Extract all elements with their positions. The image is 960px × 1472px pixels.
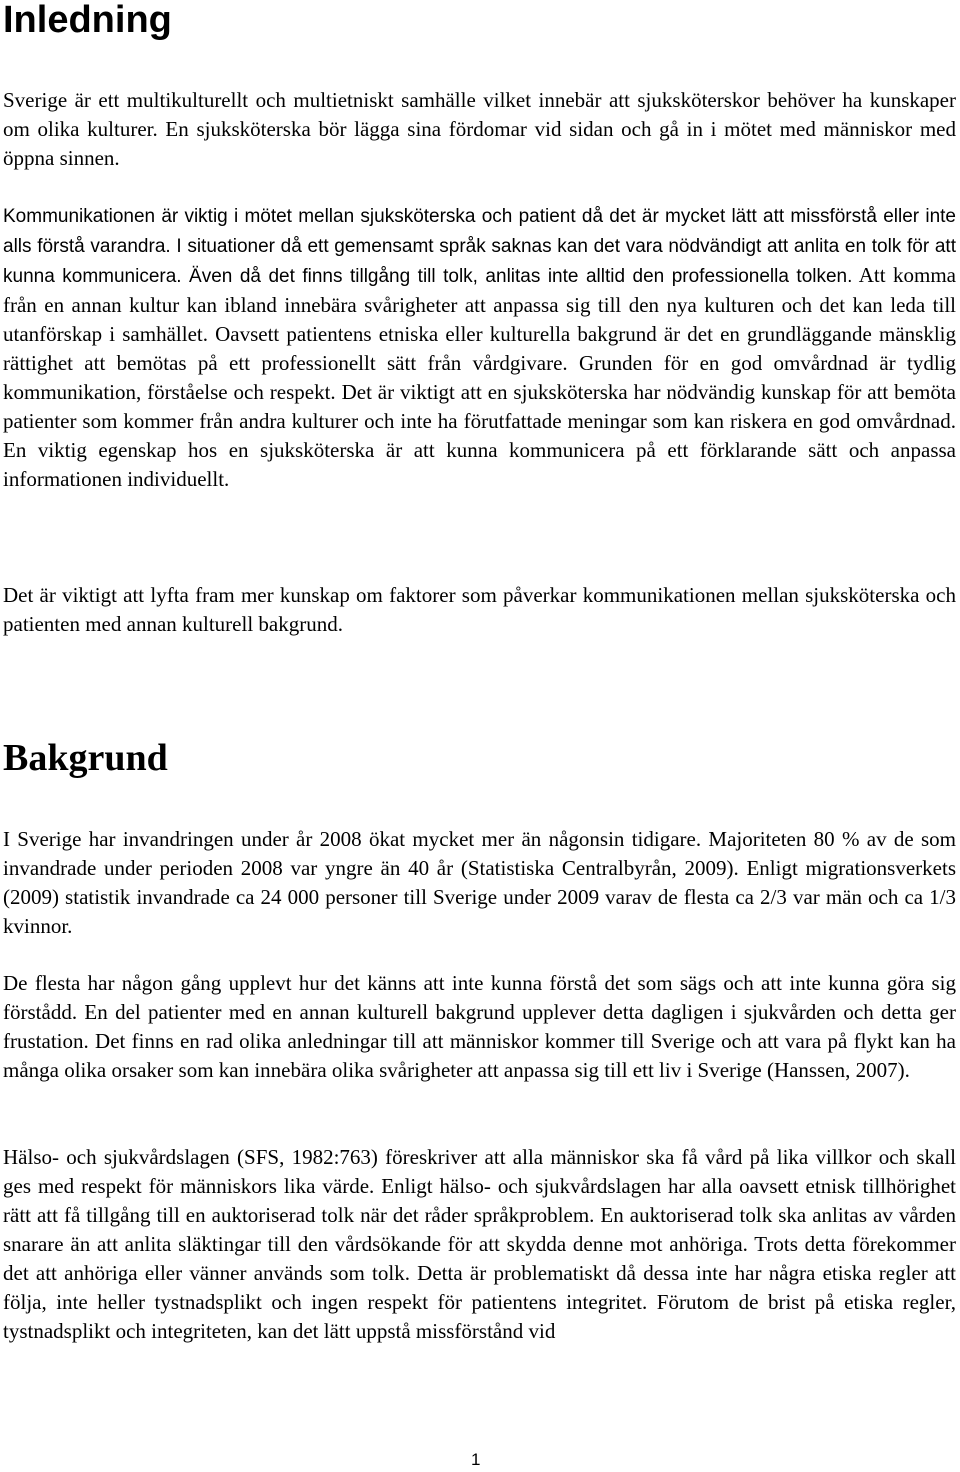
inledning-paragraph-2-serif-text: Att komma från en annan kultur kan ibland innebära svårigheter att anpassa sig till den nya kulturen och det kan leda till utanförskap i samhället. Oavsett patientens etniska eller kulturella bakgrund är det en grundläggande mänsklig rättighet att bemötas på ett professionellt sätt från vårdgivare. Grunden för en god omvårdnad är tydlig kommunikation, förståelse och respekt. Det är viktigt att en sjuksköterska har nödvändig kunskap för att bemöta patienter som kommer från andra kulturer och inte ha förutfattade meningar som kan riskera en god omvårdnad. En viktig egenskap hos en sjuksköterska är att kunna kommunicera på ett förklarande sätt och anpassa informationen individuellt.	[3, 263, 956, 491]
inledning-paragraph-1: Sverige är ett multikulturellt och multietniskt samhälle vilket innebär att sjuksköterskor behöver ha kunskaper om olika kulturer. En sjuksköterska bör lägga sina fördomar vid sidan och gå in i mötet med människor med öppna sinnen.	[3, 88, 956, 170]
bakgrund-paragraph-3: Hälso- och sjukvårdslagen (SFS, 1982:763) föreskriver att alla människor ska få vård på lika villkor och skall ges med respekt för människors lika värde. Enligt hälso- och sjukvårdslagen har alla oavsett etnisk tillhörighet rätt att få tillgång till en auktoriserad tolk när det råder språkproblem. En auktoriserad tolk ska anlitas av vården snarare än att anlita släktingar till den vårdsökande för att skydda denne mot anhöriga. Trots detta förekommer det att anhöriga eller vänner används som tolk. Detta är problematiskt då dessa inte har några etiska regler att följa, inte heller tystnadsplikt och ingen respekt för patientens integritet. Förutom de brist på etiska regler, tystnadsplikt och integriteten, kan det lätt uppstå missförstånd vid	[3, 1145, 956, 1343]
bakgrund-paragraph-2: De flesta har någon gång upplevt hur det känns att inte kunna förstå det som sägs och att inte kunna göra sig förstådd. En del patienter med en annan kulturell bakgrund upplever detta dagligen i sjukvården och detta ger frustation. Det finns en rad olika anledningar till att människor kommer till Sverige och att vara på flykt kan ha många olika orsaker som kan innebära olika svårigheter att anpassa sig till ett liv i Sverige (Hanssen, 2007).	[3, 971, 956, 1082]
section-heading-inledning: Inledning	[3, 0, 172, 41]
section-heading-bakgrund: Bakgrund	[3, 737, 168, 779]
bakgrund-paragraph-1: I Sverige har invandringen under år 2008 ökat mycket mer än någonsin tidigare. Majoriteten 80 % av de som invandrade under perioden 2008 var yngre än 40 år (Statistiska Centralbyrån, 2009). Enligt migrationsverkets (2009) statistik invandrade ca 24 000 personer till Sverige under 2009 varav de flesta ca 2/3 var män och ca 1/3 kvinnor.	[3, 827, 956, 938]
inledning-paragraph-2-sans-text: Kommunikationen är viktig i mötet mellan sjuksköterska och patient då det är mycket lätt att missförstå eller inte alls förstå varandra. I situationer då ett gemensamt språk saknas kan det vara nödvändigt att anlita en tolk för att kunna kommunicera. Även då det finns tillgång till tolk, anlitas inte alltid den professionella tolken.	[3, 206, 956, 287]
page-number: 1	[471, 1450, 481, 1469]
inledning-paragraph-3: Det är viktigt att lyfta fram mer kunskap om faktorer som påverkar kommunikationen mellan sjuksköterska och patienten med annan kulturell bakgrund.	[3, 583, 956, 636]
inledning-paragraph-2	[3, 201, 956, 494]
